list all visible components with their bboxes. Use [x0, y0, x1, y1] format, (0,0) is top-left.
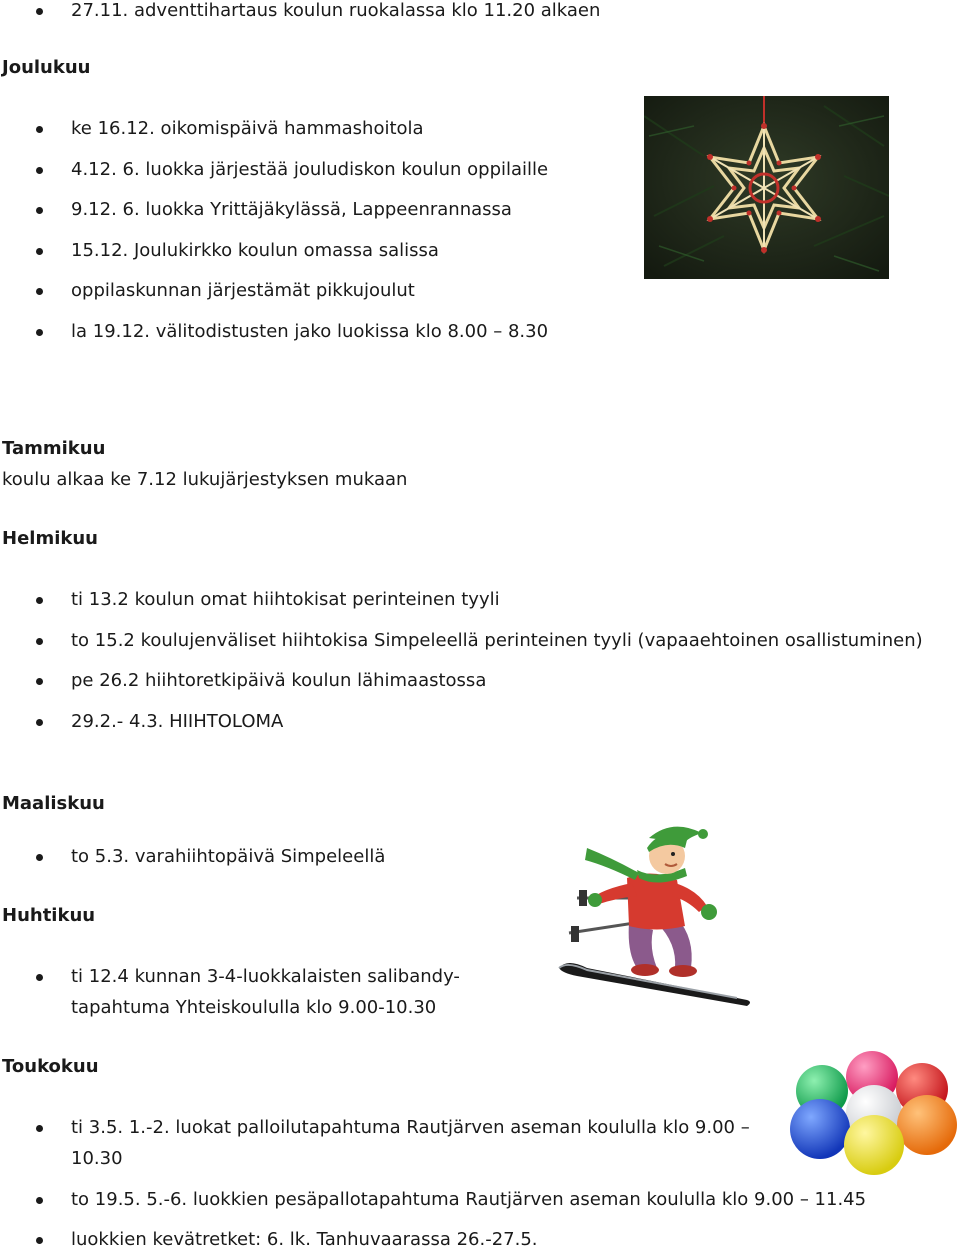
star-ornament-icon: [644, 96, 889, 279]
bullet-icon: [36, 1125, 43, 1132]
straw-star-ornament-image: [644, 96, 889, 279]
bullet-icon: [36, 329, 43, 336]
list-item-text: ti 13.2 koulun omat hiihtokisat perinteinen tyyli: [71, 589, 500, 610]
bullet-icon: [36, 597, 43, 604]
heading-maaliskuu: Maaliskuu: [2, 793, 105, 814]
list-item-text: ti 3.5. 1.-2. luokat palloilutapahtuma Rautjärven aseman koululla klo 9.00 –: [71, 1117, 750, 1138]
balls-icon: [782, 1043, 960, 1178]
heading-helmikuu: Helmikuu: [2, 528, 98, 549]
heading-huhtikuu: Huhtikuu: [2, 905, 96, 926]
list-item-text: ti 12.4 kunnan 3-4-luokkalaisten salibandy-: [71, 966, 460, 987]
list-item-text: la 19.12. välitodistusten jako luokissa klo 8.00 – 8.30: [71, 321, 549, 342]
colorful-juggling-balls-image: [782, 1043, 960, 1178]
child-skier-illustration: [557, 818, 755, 1010]
list-item-text: 15.12. Joulukirkko koulun omassa salissa: [71, 240, 439, 261]
list-item-text: 9.12. 6. luokka Yrittäjäkylässä, Lappeenrannassa: [71, 199, 512, 220]
bullet-icon: [36, 1197, 43, 1204]
bullet-icon: [36, 248, 43, 255]
heading-toukokuu: Toukokuu: [2, 1056, 99, 1077]
list-item-text: 27.11. adventtihartaus koulun ruokalassa klo 11.20 alkaen: [71, 0, 601, 21]
list-item-text: to 19.5. 5.-6. luokkien pesäpallotapahtuma Rautjärven aseman koululla klo 9.00 – 11.45: [71, 1189, 867, 1210]
heading-joulukuu: Joulukuu: [2, 57, 91, 78]
list-item-text: 4.12. 6. luokka järjestää jouludiskon koulun oppilaille: [71, 159, 549, 180]
bullet-icon: [36, 8, 43, 15]
list-item-text: to 15.2 koulujenväliset hiihtokisa Simpeleellä perinteinen tyyli (vapaaehtoinen osallistuminen): [71, 630, 923, 651]
list-item-text: oppilaskunnan järjestämät pikkujoulut: [71, 280, 415, 301]
bullet-icon: [36, 854, 43, 861]
bullet-icon: [36, 719, 43, 726]
bullet-icon: [36, 974, 43, 981]
tammikuu-text: koulu alkaa ke 7.12 lukujärjestyksen mukaan: [2, 469, 408, 490]
list-item-text: pe 26.2 hiihtoretkipäivä koulun lähimaastossa: [71, 670, 487, 691]
bullet-icon: [36, 1237, 43, 1244]
bullet-icon: [36, 167, 43, 174]
list-item-text: luokkien kevätretket: 6. lk. Tanhuvaarassa 26.-27.5.: [71, 1229, 538, 1250]
list-item-text: to 5.3. varahiihtopäivä Simpeleellä: [71, 846, 386, 867]
bullet-icon: [36, 126, 43, 133]
list-item-continuation: tapahtuma Yhteiskoululla klo 9.00-10.30: [71, 997, 437, 1018]
list-item-text: 29.2.- 4.3. HIIHTOLOMA: [71, 711, 284, 732]
bullet-icon: [36, 288, 43, 295]
list-item-text: ke 16.12. oikomispäivä hammashoitola: [71, 118, 424, 139]
bullet-icon: [36, 678, 43, 685]
bullet-icon: [36, 638, 43, 645]
skier-icon: [557, 818, 755, 1010]
list-item-continuation: 10.30: [71, 1148, 123, 1169]
bullet-icon: [36, 207, 43, 214]
heading-tammikuu: Tammikuu: [2, 438, 106, 459]
